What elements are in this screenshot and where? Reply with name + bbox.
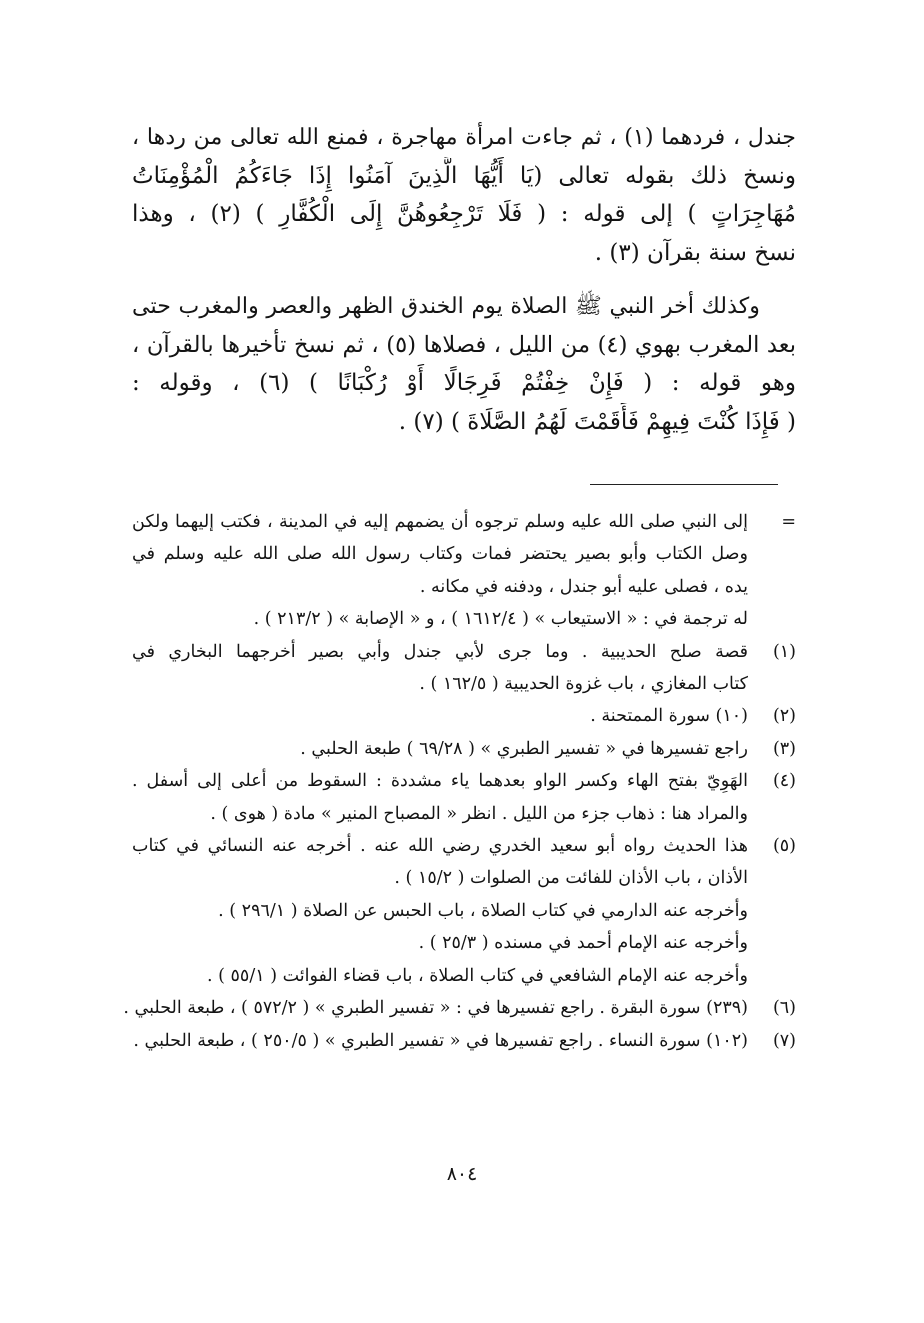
footnote-line: وأخرجه عنه الدارمي في كتاب الصلاة ، باب الحبس عن الصلاة ( ٢٩٦/١ ) . xyxy=(218,900,748,921)
footnote-separator xyxy=(590,484,778,485)
footnote-5 xyxy=(132,830,796,992)
footnote-line: الأذان ، باب الأذان للفائت من الصلوات ( ١٥/٢ ) . xyxy=(394,868,748,889)
main-text xyxy=(132,118,796,441)
footnote-marker: (٣) xyxy=(772,738,796,759)
footnote-7 xyxy=(132,1025,796,1057)
footnote-1 xyxy=(132,636,796,701)
text-line: ( فَإِذَا كُنْتَ فِيهِمْ فَأَقَمْتَ لَهُمُ الصَّلَاةَ ) (٧) . xyxy=(398,408,796,435)
footnote-marker: (٤) xyxy=(772,771,796,792)
paragraph-2 xyxy=(132,287,796,441)
footnote-line: يده ، فصلى عليه أبو جندل ، ودفنه في مكانه . xyxy=(419,576,748,597)
text-line: مُهَاجِرَاتٍ ) إلى قوله : ( فَلَا تَرْجِعُوهُنَّ إِلَى الْكُفَّارِ ) (٢) ، وهذا xyxy=(132,201,796,227)
footnote-3 xyxy=(132,733,796,765)
text-line: بعد المغرب بهوي (٤) من الليل ، فصلاها (٥) ، ثم نسخ تأخيرها بالقرآن ، xyxy=(132,331,796,358)
footnote-continuation xyxy=(132,506,796,636)
footnote-line: إلى النبي صلى الله عليه وسلم ترجوه أن يضمهم إليه في المدينة ، فكتب إليهما ولكن xyxy=(132,512,748,532)
footnote-marker: (٦) xyxy=(772,998,796,1019)
footnote-line: وصل الكتاب وأبو بصير يحتضر فمات وكتاب رسول الله صلى الله عليه وسلم في xyxy=(132,544,748,565)
text-line: وكذلك أخر النبي ﷺ الصلاة يوم الخندق الظهر والعصر والمغرب حتى xyxy=(132,293,760,319)
footnote-line: وأخرجه عنه الإمام أحمد في مسنده ( ٢٥/٣ ) . xyxy=(418,933,748,954)
footnote-marker: (٥) xyxy=(772,836,796,857)
footnote-marker: = xyxy=(781,512,796,532)
text-line: جندل ، فردهما (١) ، ثم جاءت امرأة مهاجرة ، فمنع الله تعالى من ردها ، xyxy=(132,124,796,150)
footnote-line: راجع تفسيرها في « تفسير الطبري » ( ٦٩/٢٨ ) طبعة الحلبي . xyxy=(300,738,748,759)
footnote-2 xyxy=(132,700,796,732)
footnote-marker: (٢) xyxy=(772,706,796,727)
page-number: ٨٠٤ xyxy=(446,1163,478,1185)
footnote-line: وأخرجه عنه الإمام الشافعي في كتاب الصلاة ، باب قضاء الفوائت ( ٥٥/١ ) . xyxy=(207,965,748,986)
footnote-line: (٢٣٩) سورة البقرة . راجع تفسيرها في : « تفسير الطبري » ( ٥٧٢/٢ ) ، طبعة الحلبي . xyxy=(123,998,748,1019)
footnote-line: قصة صلح الحديبية . وما جرى لأبي جندل وأبي بصير أخرجهما البخاري في xyxy=(132,641,748,662)
footnote-6 xyxy=(123,992,796,1024)
footnote-line: كتاب المغازي ، باب غزوة الحديبية ( ١٦٢/٥ ) . xyxy=(419,674,748,695)
footnote-line: (١٠) سورة الممتحنة . xyxy=(590,706,748,727)
footnote-4 xyxy=(132,765,796,830)
text-line: وهو قوله : ( فَإِنْ خِفْتُمْ فَرِجَالًا أَوْ رُكْبَانًا ) (٦) ، وقوله : xyxy=(132,370,796,396)
footnote-marker: (١) xyxy=(772,641,796,662)
text-line: ونسخ ذلك بقوله تعالى (يَا أَيُّهَا الَّذِينَ آمَنُوا إِذَا جَاءَكُمُ الْمُؤْمِنَاتُ xyxy=(132,162,796,189)
paragraph-1 xyxy=(132,118,796,272)
footnote-line: الهَوِيّ بفتح الهاء وكسر الواو بعدهما ياء مشددة : السقوط من أعلى إلى أسفل . xyxy=(132,771,748,792)
footnotes xyxy=(123,506,796,1057)
footnote-line: والمراد هنا : ذهاب جزء من الليل . انظر « المصباح المنير » مادة ( هوى ) . xyxy=(210,803,748,824)
text-line: نسخ سنة بقرآن (٣) . xyxy=(594,239,796,266)
footnote-line: له ترجمة في : « الاستيعاب » ( ١٦١٢/٤ ) ، و « الإصابة » ( ٢١٣/٢ ) . xyxy=(253,609,748,630)
footnote-marker: (٧) xyxy=(772,1030,796,1051)
footnote-line: (١٠٢) سورة النساء . راجع تفسيرها في « تفسير الطبري » ( ٢٥٠/٥ ) ، طبعة الحلبي . xyxy=(133,1030,748,1051)
footnote-line: هذا الحديث رواه أبو سعيد الخدري رضي الله عنه . أخرجه عنه النسائي في كتاب xyxy=(132,836,748,857)
